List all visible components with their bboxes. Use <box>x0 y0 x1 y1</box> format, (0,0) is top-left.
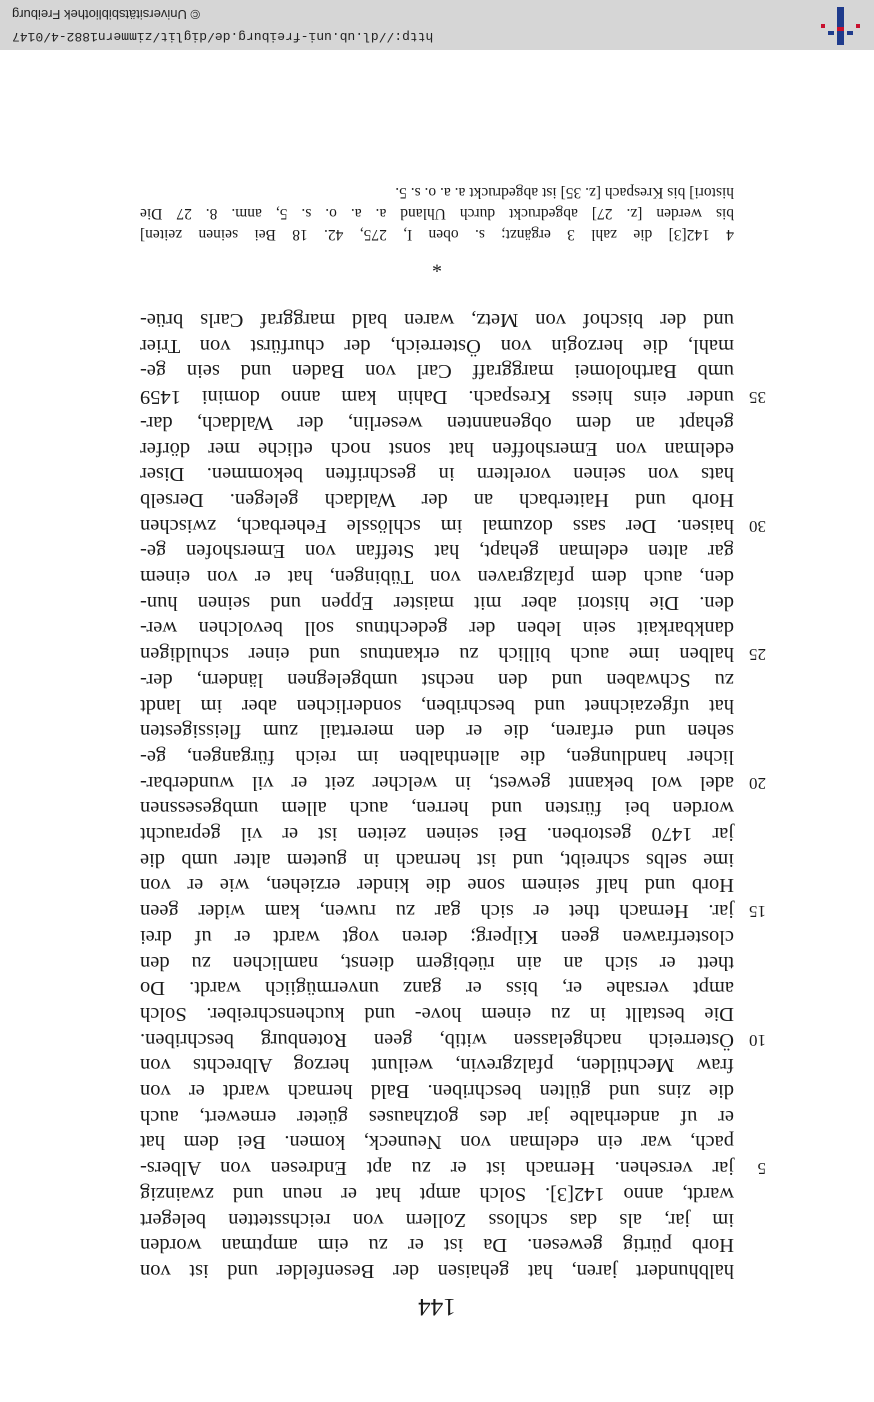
text-line: hats von seinen voreltern in geschriften bekommen. Diser <box>140 463 734 486</box>
copyright-notice: © Universitätsbibliothek Freiburg <box>12 7 201 22</box>
text-line: gehapt an dem obgenannten weserlin, der Waldach, dar- <box>140 411 734 434</box>
footnote-line: bis werden [z. 27] abgedruckt durch Uhland a. a. o. s. 5, anm. 8. 27 Die <box>140 205 734 222</box>
text-line: hat ufgezaichnet und beschriben, sonderlichen aber im landt <box>140 694 734 717</box>
text-line: adel wol bekannt gewest, in welcher zeit er vil wunderbar- <box>140 771 734 794</box>
line-number: 25 <box>749 645 766 665</box>
text-line: sehen und erfaren, die er den merertail zum fleissigesten <box>140 720 734 743</box>
text-line: ampt versahe er, biss er ganz unvermügiich wardt. Do <box>140 977 734 1000</box>
text-line: umb Bartholomei marggraff Carl von Baden und sein ge- <box>140 360 734 383</box>
line-number: 5 <box>757 1159 766 1179</box>
line-number: 35 <box>749 388 766 408</box>
logo-bar-center <box>837 7 844 45</box>
text-line: Horb und half seinem sone die kinder erziehen, wie er von <box>140 874 734 897</box>
text-line: mahl, die herzogin von Österreich, der churfürst von Trier <box>140 334 734 357</box>
footnote-line: histori] bis Krespach [z. 35] ist abgedruckt a. a. o. s. 5. <box>395 184 734 201</box>
logo-bar-right <box>828 31 834 35</box>
text-line: worden bei fürsten und herren, auch allem umbgesessnen <box>140 797 734 820</box>
text-line: den. Die histori aber mit maister Eppen und seinen hun- <box>140 591 734 614</box>
text-line: closterfrawen geen Kilperg; deren vogt wardt er uf drei <box>140 925 734 948</box>
text-line: licher handlungen, die allenthalben im reich fürgangen, ge- <box>140 746 734 768</box>
text-line: thett er sich an ain rüebigern dienst, namlichen zu den <box>140 951 734 974</box>
logo-bar-left <box>847 31 853 35</box>
text-line: gar alten edelman gehapt, hat Steffan von Emershofen ge- <box>140 540 734 563</box>
text-line: pach, war ein edelman von Neuneck, komen. Bei dem hat <box>140 1131 734 1154</box>
text-line: edelman von Emershoffen hat sonst noch etliche mer dörfer <box>140 437 734 460</box>
text-line: jar 1470 gestorben. Bei seinen zeiten ist er vil gepraucht <box>140 823 734 846</box>
notes-separator: * <box>432 254 442 276</box>
text-line: Horb pürtig gewesen. Da ist er zu eim amptman worden <box>140 1234 734 1257</box>
text-line: Österreich nachgelassen witib, geen Rotenburg beschriben. <box>140 1028 734 1051</box>
text-line: im jar, als das schloss Zollern von reichsstetten belegert <box>140 1208 734 1231</box>
text-line: under eins hiess Krespach. Dahin kam anno domini 1459 <box>140 386 734 409</box>
text-line: zu Schwaben und den nechst umbgelegnen ländern, der- <box>140 668 734 691</box>
page-sheet <box>0 50 874 1402</box>
text-line: er uf anderhalbe jar des gotzhauses güeter ernewert, auch <box>140 1105 734 1128</box>
footer-bar <box>0 0 874 50</box>
line-number: 30 <box>749 516 766 536</box>
line-number: 15 <box>749 902 766 922</box>
footnote-line: 4 142[3] die zahl 3 ergänzt; s. oben I, 275, 42. 18 Bei seinen zeiten] <box>140 226 734 243</box>
library-logo-icon <box>818 2 864 48</box>
text-line: halbhundert jaren, hat gehaisen der Besenfelder und ist von <box>140 1260 734 1282</box>
text-line: haisen. Der sass dozumal im schlössle Feherbach, zwischen <box>140 514 734 537</box>
page-number: 144 <box>418 1293 456 1320</box>
text-line: jar. Hernach thet er sich gar zu ruwen, kam wider geen <box>140 900 734 923</box>
text-line: Horb und Haiterbach an der Waldach gelegen. Derselb <box>140 489 734 511</box>
text-line: dankbarkait sein leben der gedechtnus soll bevolchen wer- <box>140 617 734 640</box>
text-line: jar versehen. Hernach ist er zu apt Endresen von Albers- <box>140 1157 734 1180</box>
logo-accent <box>837 27 844 31</box>
logo-dot-left <box>856 24 860 28</box>
text-line: Die bestallt in zu einem hove- und kuchenschreiber. Solch <box>140 1003 734 1025</box>
text-line: wardt, anno 142[3]. Solch ampt hat er neun und zwainzig <box>140 1182 734 1205</box>
text-line: die zins und gülten beschriben. Bald hernach wardt er von <box>140 1080 734 1103</box>
text-line: und der bischof von Metz, waren bald marggraf Carls brüe- <box>140 309 734 332</box>
line-number: 10 <box>749 1030 766 1050</box>
text-line: ime selbs schreibt, und ist hernach in guetem alter umb die <box>140 848 734 871</box>
text-line: fraw Mechtilden, pfalzgrevin, weilunt herzog Albrechts von <box>140 1054 734 1077</box>
source-url-link[interactable]: http://dl.ub.uni-freiburg.de/diglit/zimmern1882-4/0147 <box>12 29 434 44</box>
logo-dot-right <box>821 24 825 28</box>
text-line: halben ime auch billich zu erkantnus und einer schuldigen <box>140 643 734 666</box>
line-number: 20 <box>749 773 766 793</box>
text-line: den, auch dem pfalzgraven von Tübingen, hat er von einem <box>140 566 734 589</box>
